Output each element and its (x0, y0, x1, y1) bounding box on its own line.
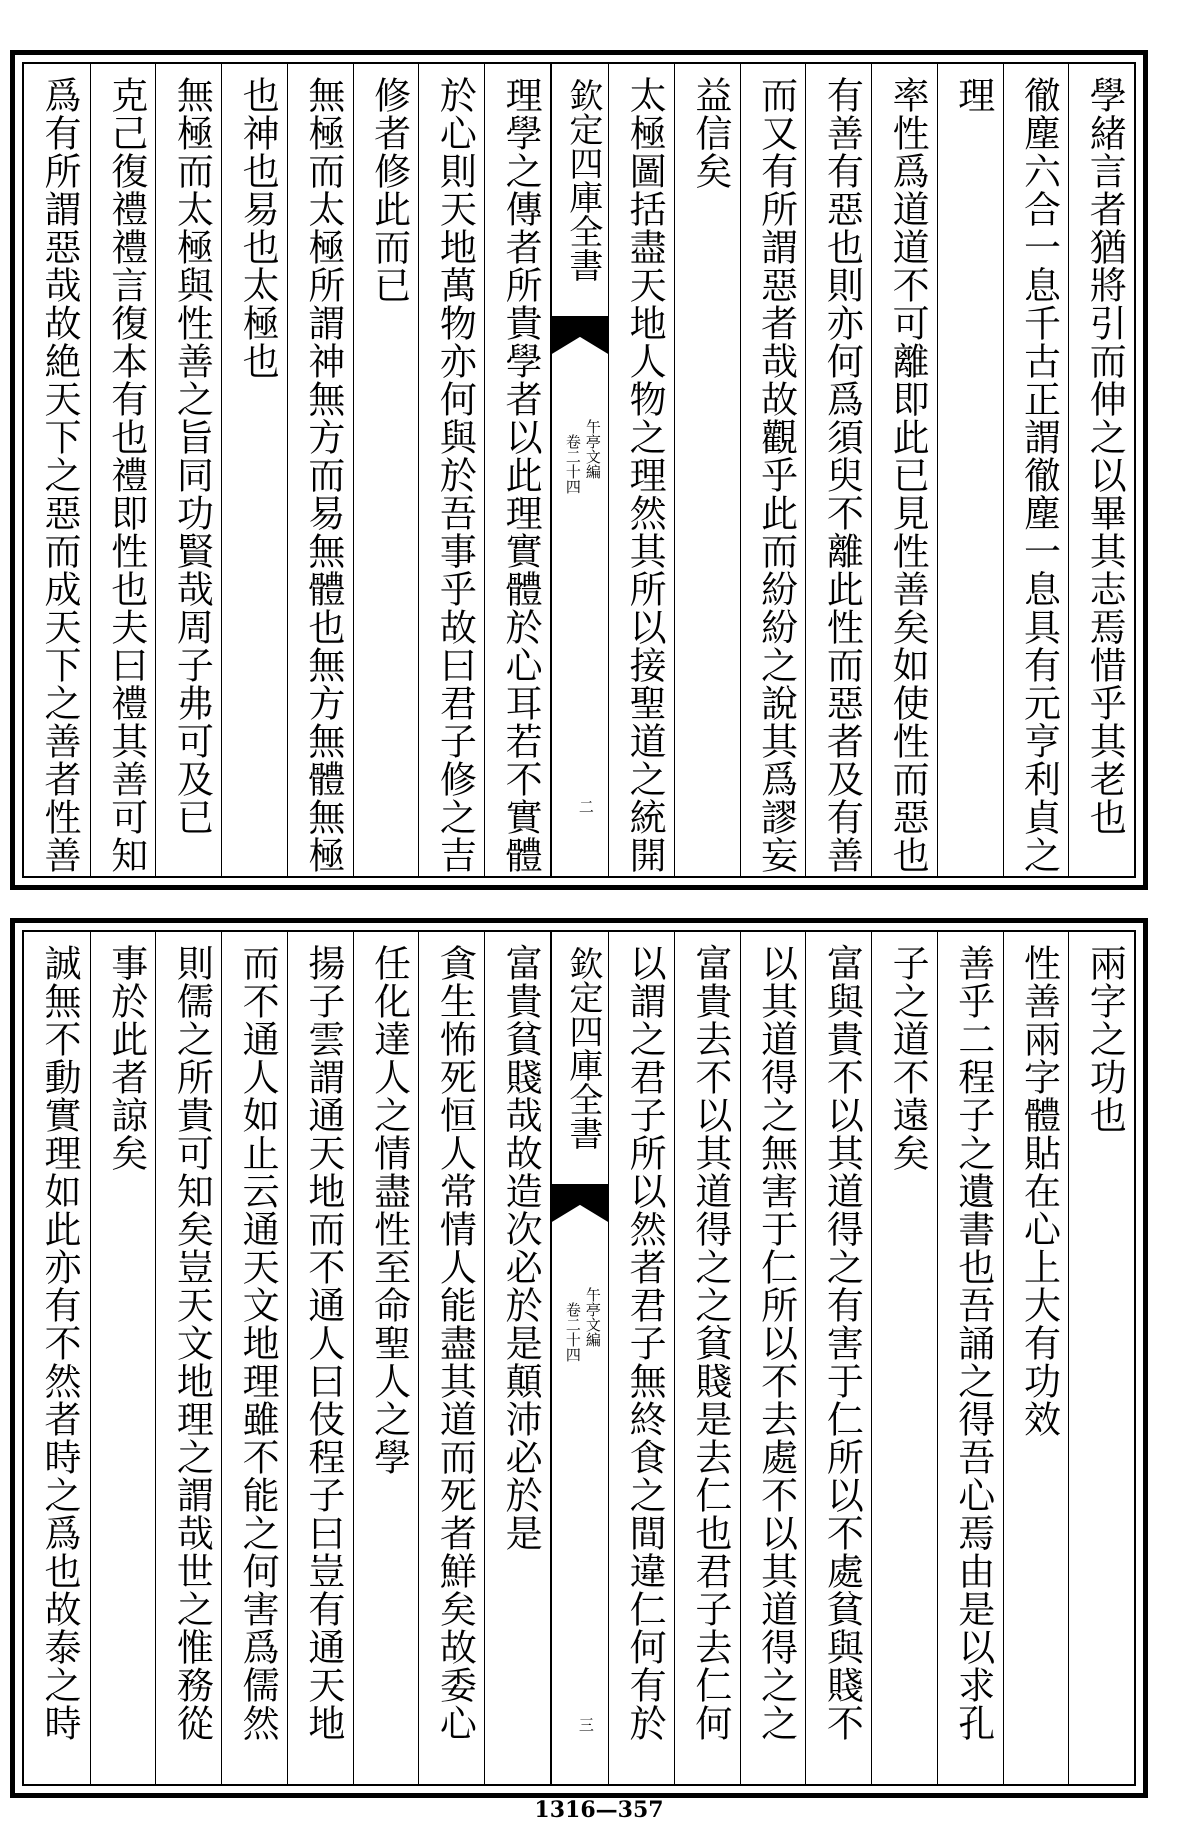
fish-tail-mark (552, 316, 608, 354)
column-text: 富貴貧賤哉故造次必於是顛沛必於是 (499, 944, 543, 1552)
folio-number: 二 (576, 799, 595, 814)
column-text: 無極而太極與性善之旨同功賢哉周子弗可及已 (170, 76, 214, 836)
text-column (353, 932, 419, 1784)
book-title: 欽定四庫全書 (562, 946, 603, 1150)
text-column (608, 64, 674, 876)
column-text: 而不通人如止云通天文地理雖不能之何害爲儒然 (236, 944, 280, 1742)
bottom-page-frame (22, 930, 1136, 1786)
text-column (937, 64, 1003, 876)
text-column (90, 932, 156, 1784)
text-column (221, 932, 287, 1784)
column-text: 誠無不動實理如此亦有不然者時之爲也故泰之時 (38, 944, 82, 1742)
column-text: 率性爲道道不可離即此已見性善矣如使性而惡也 (886, 76, 930, 874)
text-column (1068, 932, 1134, 1784)
text-column (221, 64, 287, 876)
text-column (353, 64, 419, 876)
column-text: 而又有所謂惡者哉故觀乎此而紛紛之說其爲謬妄 (754, 76, 798, 874)
text-column (740, 64, 806, 876)
top-page (10, 50, 1148, 890)
column-text: 子之道不遠矣 (886, 944, 930, 1172)
text-column (90, 64, 156, 876)
page-number: 1316—357 (534, 1797, 664, 1823)
column-text: 修者修此而已 (367, 76, 411, 304)
column-text: 學緒言者猶將引而伸之以畢其志焉惜乎其老也 (1083, 76, 1127, 836)
folio-number: 三 (576, 1717, 595, 1732)
center-fold-column (550, 64, 608, 876)
text-column (287, 64, 353, 876)
text-column (871, 932, 937, 1784)
text-column (805, 932, 871, 1784)
column-text: 克己復禮禮言復本有也禮即性也夫曰禮其善可知 (104, 76, 148, 874)
text-column (24, 64, 90, 876)
fish-tail-mark (552, 1184, 608, 1222)
column-text: 則儒之所貴可知矣豈天文地理之謂哉世之惟務從 (170, 944, 214, 1742)
bottom-page (10, 918, 1148, 1798)
text-column (418, 64, 484, 876)
column-text: 徹塵六合一息千古正謂徹塵一息具有元亨利貞之 (1017, 76, 1061, 874)
column-text: 於心則天地萬物亦何與於吾事乎故曰君子修之吉 (433, 76, 477, 874)
column-text: 善乎二程子之遺書也吾誦之得吾心焉由是以求孔 (951, 944, 995, 1742)
collection-title: 午亭文編 (583, 1287, 602, 1347)
text-column (484, 64, 550, 876)
column-text: 無極而太極所謂神無方而易無體也無方無體無極 (301, 76, 345, 874)
column-text: 理學之傳者所貴學者以此理實體於心耳若不實體 (499, 76, 543, 874)
column-text: 以謂之君子所以然者君子無終食之間違仁何有於 (623, 944, 667, 1742)
column-text: 富與貴不以其道得之有害于仁所以不處貧與賤不 (820, 944, 864, 1742)
text-column (418, 932, 484, 1784)
volume-label: 卷二十四 (563, 434, 582, 494)
text-column (740, 932, 806, 1784)
text-column (674, 932, 740, 1784)
text-column (871, 64, 937, 876)
volume-label: 卷二十四 (563, 1302, 582, 1362)
text-column (805, 64, 871, 876)
text-column (484, 932, 550, 1784)
column-text: 以其道得之無害于仁所以不去處不以其道得之之 (754, 944, 798, 1742)
center-fold-column (550, 932, 608, 1784)
text-column (937, 932, 1003, 1784)
column-text: 貪生怖死恒人常情人能盡其道而死者鮮矣故委心 (433, 944, 477, 1742)
column-text: 兩字之功也 (1083, 944, 1127, 1134)
column-text: 事於此者諒矣 (104, 944, 148, 1172)
text-column (287, 932, 353, 1784)
column-text: 揚子雲謂通天地而不通人曰伎程子曰豈有通天地 (301, 944, 345, 1742)
text-column (1003, 932, 1069, 1784)
text-column (1068, 64, 1134, 876)
column-text: 爲有所謂惡哉故絶天下之惡而成天下之善者性善 (38, 76, 82, 874)
column-text: 理 (951, 76, 995, 114)
book-title: 欽定四庫全書 (562, 78, 603, 282)
text-column (608, 932, 674, 1784)
text-column (674, 64, 740, 876)
text-column (155, 64, 221, 876)
column-text: 也神也易也太極也 (236, 76, 280, 380)
collection-title: 午亭文編 (583, 419, 602, 479)
top-page-frame (22, 62, 1136, 878)
text-column (1003, 64, 1069, 876)
column-text: 任化達人之情盡性至命聖人之學 (367, 944, 411, 1476)
text-column (24, 932, 90, 1784)
column-text: 富貴去不以其道得之之貧賤是去仁也君子去仁何 (688, 944, 732, 1742)
column-text: 有善有惡也則亦何爲須臾不離此性而惡者及有善 (820, 76, 864, 874)
text-column (155, 932, 221, 1784)
column-text: 益信矣 (688, 76, 732, 190)
column-text: 太極圖括盡天地人物之理然其所以接聖道之統開 (623, 76, 667, 874)
column-text: 性善兩字體貼在心上大有功效 (1017, 944, 1061, 1438)
